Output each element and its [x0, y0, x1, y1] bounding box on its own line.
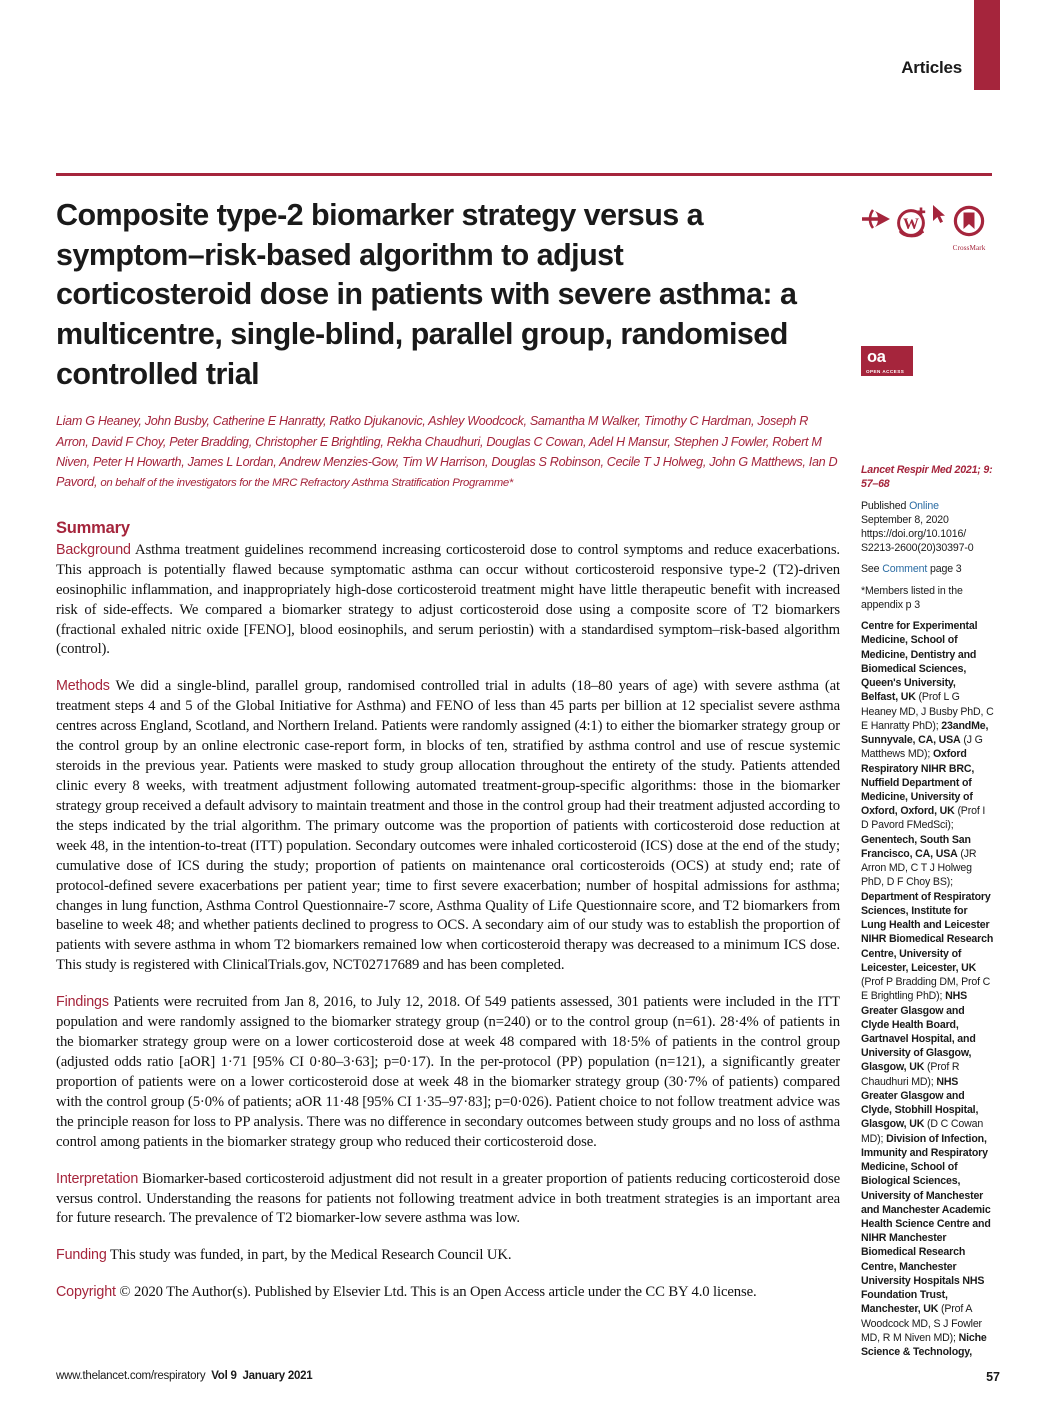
- abstract-text-findings: Patients were recruited from Jan 8, 2016, to July 12, 2018. Of 549 patients assessed, 301 patients were included in the ITT population and were randomly assigned to the biomarker strategy group (n=240) or to the control group (n=61). 28·4% of patients in the biomarker strategy group were on a lower corticosteroid dose at week 48 compared with 18·5% of patients in the control group (adjusted odds ratio [aOR] 1·71 [95% CI 0·80–3·63]; p=0·17). In the per-protocol (PP) population (n=121), a significantly greater proportion of patients were on a lower corticosteroid dose at week 48 in the biomarker strategy group (30·7% of patients) compared with the control group (5·0% of patients; aOR 11·48 [95% CI 1·35–97·83]; p=0·026). Patient choice to not follow treatment advice was the principle reason for loss to PP analysis. There was no difference in secondary outcomes between study groups and no loss of asthma control among patients in the biomarker strategy group who reduced their corticosteroid dose.: [56, 994, 840, 1150]
- author-group-note: on behalf of the investigators for the MRC Refractory Asthma Stratification Programme*: [100, 477, 514, 490]
- summary-heading: Summary: [56, 518, 130, 537]
- header-divider-rule: [56, 173, 992, 176]
- abstract-methods: [56, 677, 840, 976]
- abstract-findings: [56, 993, 840, 1152]
- open-access-abbrev: oa: [867, 348, 886, 366]
- article-main-column: [56, 196, 840, 1303]
- see-suffix: page 3: [927, 563, 962, 576]
- abstract-label-funding: Funding: [56, 1247, 107, 1264]
- sidebar-icon-row: [861, 196, 995, 252]
- footer-left: [56, 1370, 312, 1382]
- open-access-label: OPEN ACCESS: [866, 369, 905, 374]
- members-appendix-note: *Members listed in the appendix p 3: [861, 584, 963, 611]
- lancet-arrow-icon: [861, 208, 891, 235]
- doi-line-2[interactable]: S2213-2600(20)30397-0: [861, 542, 974, 555]
- author-list: [56, 411, 840, 493]
- crossmark-icon[interactable]: [951, 204, 987, 252]
- article-sidebar: [861, 196, 995, 1359]
- abstract-label-methods: Methods: [56, 678, 110, 695]
- affiliations-text: Centre for Experimental Medicine, School of Medicine, Dentistry and Biomedical Sciences, Queen's University, Belfast, UK (Prof L G Heaney MD, J Busby PhD, C E Hanratty PhD); 23andMe, Sunnyvale, CA, USA (J G Matthews MD); Oxford Respiratory NIHR BRC, Nuffield Department of Medicine, University of Oxford, Oxford, UK (Prof I D Pavord FMedSci); Genentech, South San Francisco, CA, USA (JR Arron MD, C T J Holweg PhD, D F Choy BS); Department of Respiratory Sciences, Institute for Lung Health and Leicester NIHR Biomedical Research Centre, University of Leicester, Leicester, UK (Prof P Bradding DM, Prof C E Brightling PhD); NHS Greater Glasgow and Clyde Health Board, Gartnavel Hospital, and University of Glasgow, Glasgow, UK (Prof R Chaudhuri MD); NHS Greater Glasgow and Clyde, Stobhill Hospital, Glasgow, UK (D C Cowan MD); Division of Infection, Immunity and Respiratory Medicine, School of Biological Sciences, University of Manchester and Manchester Academic Health Science Centre and NIHR Manchester Biomedical Research Centre, Manchester University Hospitals NHS Foundation Trust, Manchester, UK (Prof A Woodcock MD, S J Fowler MD, R M Niven MD); Niche Science & Technology,: [861, 620, 994, 1359]
- abstract-funding: [56, 1246, 840, 1266]
- cursor-arrow-icon: [929, 202, 949, 233]
- published-online-link[interactable]: Online: [909, 499, 939, 512]
- section-label: Articles: [901, 58, 962, 77]
- page-title: Composite type-2 biomarker strategy versus a symptom–risk-based algorithm to adjust corticosteroid dose in patients with severe asthma: a multicentre, single-blind, parallel group, randomised controlled trial: [56, 198, 797, 391]
- abstract-text-interpretation: Biomarker-based corticosteroid adjustment did not result in a greater proportion of patients reducing corticosteroid dose versus control. Understanding the reasons for patients not following treatment advice in both treatment strategies is an important area for future research. The prevalence of T2 biomarker-low severe asthma was low.: [56, 1170, 841, 1227]
- abstract-text-methods: We did a single-blind, parallel group, randomised controlled trial in adults (18–80 years of age) with severe asthma (at treatment steps 4 and 5 of the Global Initiative for Asthma) and FENO of less than 45 parts per billion at 12 specialist severe asthma centres across England, Scotland, and Northern Ireland. Patients were randomly assigned (4:1) to either the biomarker strategy group or the control group by an online electronic case-report form, in blocks of ten, stratified by asthma control and use of rescue systemic steroids in the previous year. Patients were masked to study group allocation throughout the entirety of the study. Patients attended clinic every 8 weeks, with treatment adjustment following automated treatment-group-specific algorithms: those in the biomarker strategy group received a default advisory to maintain treatment and those in the control group had their treatment adjusted according to the steps indicated by the trial algorithm. The primary outcome was the proportion of patients with corticosteroid dose reduction at week 48, in the intention-to-treat (ITT) population. Secondary outcomes were inhaled corticosteroid (ICS) dose at the end of the study; cumulative dose of ICS during the study; proportion of patients on maintenance oral corticosteroids (OCS) at study end; rate of protocol-defined severe exacerbations per patient year; time to first severe exacerbation; number of hospital admissions for asthma; changes in lung function, Asthma Control Questionnaire-7 score, Asthma Quality of Life Questionnaire score, and T2 biomarkers from baseline to week 48; and whether patients declined to progress to OCS. A secondary aim of our study was to establish the proportion of patients with severe asthma in whom T2 biomarkers remained low when corticosteroid therapy was decreased to a minimum ICS dose. This study is registered with ClinicalTrials.gov, NCT02717689 and has been completed.: [56, 678, 840, 974]
- citation-block: [861, 464, 995, 1359]
- abstract-label-background: Background: [56, 541, 131, 558]
- footer-url[interactable]: www.thelancet.com/respiratory: [56, 1370, 206, 1382]
- published-prefix: Published: [861, 499, 910, 512]
- journal-citation: Lancet Respir Med 2021; 9: 57–68: [861, 464, 993, 490]
- footer-issue-date: January 2021: [242, 1370, 313, 1382]
- published-online-block: [861, 499, 995, 556]
- w-circle-icon[interactable]: [895, 206, 929, 245]
- abstract-interpretation: [56, 1170, 840, 1230]
- doi-line-1[interactable]: https://doi.org/10.1016/: [861, 528, 967, 540]
- open-access-badge: [861, 346, 913, 376]
- footer-volume: Vol 9: [211, 1370, 237, 1382]
- abstract-copyright: [56, 1283, 840, 1303]
- abstract-text-copyright: © 2020 The Author(s). Published by Elsevier Ltd. This is an Open Access article under the CC BY 4.0 license.: [119, 1284, 757, 1301]
- see-comment-block: [861, 562, 995, 576]
- author-names: Liam G Heaney, John Busby, Catherine E Hanratty, Ratko Djukanovic, Ashley Woodcock, Samantha M Walker, Timothy C Hardman, Joseph R Arron, David F Choy, Peter Bradding, Christopher E Brightling, Rekha Chaudhuri, Douglas C Cowan, Adel H Mansur, Stephen J Fowler, Robert M Niven, Peter H Howarth, James L Lordan, Andrew Menzies-Gow, Tim W Harrison, Douglas S Robinson, Cecile T J Holweg, John G Matthews, Ian D Pavord,: [56, 414, 838, 490]
- see-comment-link[interactable]: Comment: [882, 563, 928, 576]
- abstract-label-interpretation: Interpretation: [56, 1170, 139, 1187]
- abstract-label-findings: Findings: [56, 994, 109, 1011]
- svg-text:W: W: [903, 216, 919, 233]
- footer-page-number: 57: [986, 1370, 1000, 1384]
- abstract-text-funding: This study was funded, in part, by the Medical Research Council UK.: [109, 1247, 512, 1264]
- crossmark-label: CrossMark: [952, 244, 986, 252]
- section-color-tab: [974, 0, 1000, 90]
- published-date: September 8, 2020: [861, 513, 949, 526]
- abstract-label-copyright: Copyright: [56, 1284, 116, 1301]
- abstract-background: [56, 541, 840, 661]
- abstract-text-background: Asthma treatment guidelines recommend increasing corticosteroid dose to control symptoms and reduce exacerbations. This approach is potentially flawed because symptomatic asthma can occur without corticosteroid responsive type-2 (T2)-driven eosinophilic inflammation, and inappropriately high-dose corticosteroid treatment might have little therapeutic benefit with increased risk of side-effects. We compared a biomarker strategy to adjust corticosteroid dose using a composite score of T2 biomarkers (fractional exhaled nitric oxide [FENO], blood eosinophils, and serum periostin) with a standardised symptom–risk-based algorithm (control).: [56, 541, 840, 658]
- see-prefix: See: [861, 563, 883, 576]
